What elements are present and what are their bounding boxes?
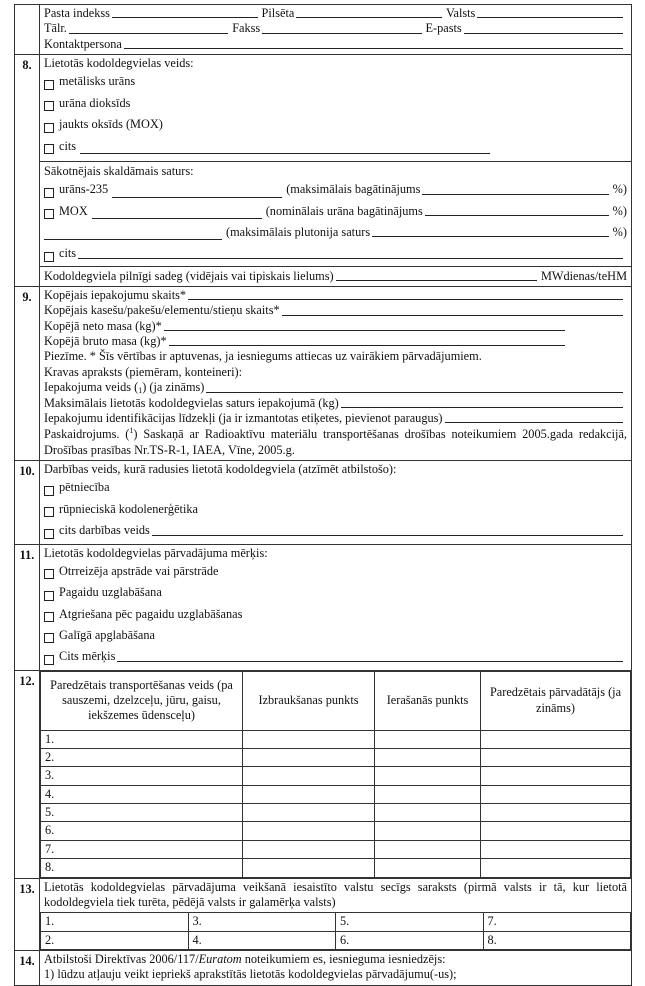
section-title: Lietotās kodoldegvielas pārvadājuma mērķis: — [44, 545, 268, 560]
country-cell[interactable]: 1. — [41, 913, 189, 931]
option-metallic-uranium[interactable]: metālisks urāns — [44, 71, 627, 92]
section-number: 11. — [15, 544, 40, 670]
request-statement: 1) lūdzu atļauju veikt iepriekš aprakstītās lietotās kodoldegvielas pārvadājumu(-us); — [44, 967, 457, 982]
section-number: 9. — [15, 287, 40, 461]
countries-table — [40, 912, 631, 950]
option-research[interactable]: pētniecība — [44, 477, 627, 498]
option-uranium-dioxide[interactable]: urāna dioksīds — [44, 93, 627, 114]
section-14 — [15, 950, 632, 985]
checkbox[interactable] — [44, 569, 54, 579]
total-packages-field[interactable] — [188, 299, 623, 300]
entry-cell[interactable] — [375, 804, 481, 822]
checkbox[interactable] — [44, 80, 54, 90]
country-cell[interactable]: 4. — [188, 931, 336, 949]
fissile-title: Sākotnējais skaldāmais saturs: — [44, 163, 194, 178]
entry-cell[interactable] — [481, 785, 631, 803]
checkbox[interactable] — [44, 486, 54, 496]
table-row — [41, 931, 631, 949]
entry-cell[interactable] — [481, 749, 631, 767]
cargo-description: Kravas apraksts (piemēram, konteineri): — [44, 364, 243, 379]
directive-statement: Atbilstoši Direktīvas 2006/117/Euratom noteikumiem es, iesnieguma iesniedzējs: — [44, 951, 446, 966]
entry-cell[interactable] — [243, 749, 375, 767]
section-title: Lietotās kodoldegvielas pārvadājuma veikšanā iesaistīto valstu secīgs saraksts (pirmā valsts ir tā, kur lietotā kodoldegviela tiek turēta, pēdējā valsts ir galamērķa valsts) — [44, 879, 627, 909]
other-activity-field[interactable] — [152, 535, 623, 536]
entry-cell[interactable] — [481, 730, 631, 748]
table-row — [41, 840, 631, 858]
max-content-field[interactable] — [341, 407, 623, 408]
option-other-activity[interactable]: cits darbības veids — [44, 520, 627, 541]
email-field[interactable] — [464, 33, 623, 34]
row-number-cell[interactable]: 5. — [41, 804, 243, 822]
transport-table — [40, 671, 631, 878]
checkbox[interactable] — [44, 101, 54, 111]
form-page — [14, 4, 632, 986]
option-return[interactable]: Atgriešana pēc pagaidu uzglabāšanas — [44, 604, 627, 625]
country-cell[interactable]: 8. — [483, 931, 631, 949]
table-row — [41, 804, 631, 822]
option-other[interactable]: cits — [44, 136, 627, 157]
option-nuclear-power[interactable]: rūpnieciskā kodolenerģētika — [44, 499, 627, 520]
section-title: Darbības veids, kurā radusies lietotā kodoldegviela (atzīmēt atbilstošo): — [44, 462, 397, 477]
plutonium-field[interactable] — [44, 228, 222, 240]
section-8 — [15, 55, 632, 287]
entry-cell[interactable] — [481, 859, 631, 877]
row-number-cell[interactable]: 7. — [41, 840, 243, 858]
package-type-field[interactable] — [206, 392, 623, 393]
option-other-purpose[interactable]: Cits mērķis — [44, 646, 627, 667]
entry-cell[interactable] — [375, 822, 481, 840]
entry-cell[interactable] — [243, 730, 375, 748]
table-row — [41, 730, 631, 748]
row-number-cell[interactable]: 8. — [41, 859, 243, 877]
entry-cell[interactable] — [375, 785, 481, 803]
entry-cell[interactable] — [243, 785, 375, 803]
entry-cell[interactable] — [481, 804, 631, 822]
u235-checkbox[interactable] — [44, 188, 54, 198]
option-mox[interactable]: jaukts oksīds (MOX) — [44, 114, 627, 135]
checkbox[interactable] — [44, 123, 54, 133]
other-fissile-field[interactable] — [78, 258, 623, 259]
section-10 — [15, 461, 632, 544]
mox-field[interactable] — [92, 207, 262, 219]
table-row — [41, 913, 631, 931]
entry-cell[interactable] — [243, 767, 375, 785]
u235-enrichment-field[interactable] — [422, 194, 608, 195]
entry-cell[interactable] — [375, 859, 481, 877]
city-label: Pilsēta — [261, 6, 295, 20]
gross-mass-field[interactable] — [169, 345, 565, 346]
entry-cell[interactable] — [375, 749, 481, 767]
table-row — [41, 859, 631, 877]
row-number-cell[interactable]: 2. — [41, 749, 243, 767]
identification-field[interactable] — [445, 422, 624, 423]
fissile-content-block: Sākotnējais skaldāmais saturs: urāns-235 (maksimālais bagātinājums %) MOX (nominālais urāna bagātinājums %) (maksimālais plutonija saturs %) cits — [40, 161, 631, 265]
departure-header: Izbraukšanas punkts — [243, 671, 375, 730]
country-cell[interactable]: 7. — [483, 913, 631, 931]
fax-field[interactable] — [262, 33, 421, 34]
application-form — [14, 4, 632, 986]
postal-code-field[interactable] — [112, 17, 258, 18]
row-number-cell[interactable]: 4. — [41, 785, 243, 803]
entry-cell[interactable] — [375, 730, 481, 748]
carrier-header: Paredzētais pārvadātājs (ja zināms) — [481, 671, 631, 730]
note: Piezīme. * Šīs vērtības ir aptuvenas, ja iesniegums attiecas uz vairākiem pārvadājumiem. — [44, 349, 482, 364]
table-row — [41, 785, 631, 803]
section-12 — [15, 670, 632, 878]
checkbox[interactable] — [44, 612, 54, 622]
phone-label: Tālr. — [44, 21, 67, 36]
option-interim-storage[interactable]: Pagaidu uzglabāšana — [44, 582, 627, 603]
row-number-cell[interactable]: 3. — [41, 767, 243, 785]
explanation: Paskaidrojums. ($^1$) Saskaņā ar Radioaktīvu materiālu transportēšanas drošības noteikumiem 2005.gada redakcijā, Drošības prasības Nr.TS-R-1, IAEA, Vīne, 2005.g. — [44, 426, 627, 457]
other-fuel-field[interactable] — [80, 142, 490, 154]
city-field[interactable] — [296, 17, 442, 18]
postal-code-label: Pasta indekss — [44, 6, 110, 20]
country-label: Valsts — [445, 6, 476, 20]
phone-field[interactable] — [69, 33, 228, 34]
entry-cell[interactable] — [375, 840, 481, 858]
country-cell[interactable]: 2. — [41, 931, 189, 949]
row-number-cell[interactable]: 6. — [41, 822, 243, 840]
total-elements-field[interactable] — [282, 315, 623, 316]
checkbox[interactable] — [44, 655, 54, 665]
section-13 — [15, 878, 632, 950]
contact-person-label: Kontaktpersona — [44, 36, 122, 51]
country-cell[interactable]: 5. — [336, 913, 484, 931]
entry-cell[interactable] — [243, 804, 375, 822]
row-number-cell[interactable]: 1. — [41, 730, 243, 748]
section-11 — [15, 544, 632, 670]
email-label: E-pasts — [425, 21, 462, 36]
table-row — [41, 767, 631, 785]
net-mass-field[interactable] — [164, 330, 565, 331]
checkbox[interactable] — [44, 144, 54, 154]
section-7-contact — [15, 5, 632, 55]
burnup-block: Kodoldegviela pilnīgi sadeg (vidējais vai tipiskais lielums) MWdienas/teHM — [40, 266, 631, 284]
checkbox[interactable] — [44, 633, 54, 643]
other-checkbox[interactable] — [44, 252, 54, 262]
arrival-header: Ierašanās punkts — [375, 671, 481, 730]
other-purpose-field[interactable] — [117, 661, 623, 662]
section-number: 8. — [15, 55, 40, 287]
contact-person-field[interactable] — [124, 48, 623, 49]
checkbox[interactable] — [44, 591, 54, 601]
u235-field[interactable] — [112, 186, 282, 198]
section-number: 10. — [15, 461, 40, 544]
entry-cell[interactable] — [375, 767, 481, 785]
table-row — [41, 822, 631, 840]
section-number: 14. — [15, 950, 40, 985]
country-field[interactable] — [477, 17, 623, 18]
section-title: Lietotās kodoldegvielas veids: — [44, 56, 194, 71]
entry-cell[interactable] — [481, 840, 631, 858]
mox-checkbox[interactable] — [44, 209, 54, 219]
section-number: 12. — [15, 670, 40, 878]
table-row — [41, 749, 631, 767]
mox-enrichment-field[interactable] — [425, 215, 609, 216]
checkbox[interactable] — [44, 507, 54, 517]
option-final-disposal[interactable]: Galīgā apglabāšana — [44, 625, 627, 646]
burnup-field[interactable] — [336, 280, 537, 281]
checkbox[interactable] — [44, 529, 54, 539]
entry-cell[interactable] — [243, 859, 375, 877]
fax-label: Fakss — [232, 21, 261, 36]
country-cell[interactable]: 3. — [188, 913, 336, 931]
section-9: 9. Kopējais iepakojumu skaits* Kopējais kasešu/pakešu/elementu/stieņu skaits* Kopējā neto masa (kg)* Kopējā bruto masa (kg)* Piezīme. * Šīs vērtības ir aptuvenas, ja iesniegums attiecas uz vairākiem pārvadājumiem. Kravas apraksts (piemēram, konteineri): Iepakojuma veids ( $_1$ ) (ja zināms) Maksimālais lietotās kodoldegvielas saturs iepakojumā (kg) Iepakojumu identifikācijas līdzekļi (ja ir izmantotas etiķetes, pievienot paraugus) Paskaidrojums. ($^1$) Saskaņā ar Radioaktīvu materiālu transportēšanas drošības noteikumiem 2005.gada redakcijā, Drošības prasības Nr.TS-R-1, IAEA, Vīne, 2005.g. — [15, 287, 632, 461]
transport-mode-header: Paredzētais transportēšanas veids (pa sauszemi, dzelzceļu, jūru, gaisu, iekšzemes ūdensceļu) — [41, 671, 243, 730]
option-reprocessing[interactable]: Otrreizēja apstrāde vai pārstrāde — [44, 561, 627, 582]
entry-cell[interactable] — [481, 767, 631, 785]
plutonium-content-field[interactable] — [372, 236, 609, 237]
entry-cell[interactable] — [481, 822, 631, 840]
entry-cell[interactable] — [243, 822, 375, 840]
entry-cell[interactable] — [243, 840, 375, 858]
section-number: 13. — [15, 878, 40, 950]
country-cell[interactable]: 6. — [336, 931, 484, 949]
